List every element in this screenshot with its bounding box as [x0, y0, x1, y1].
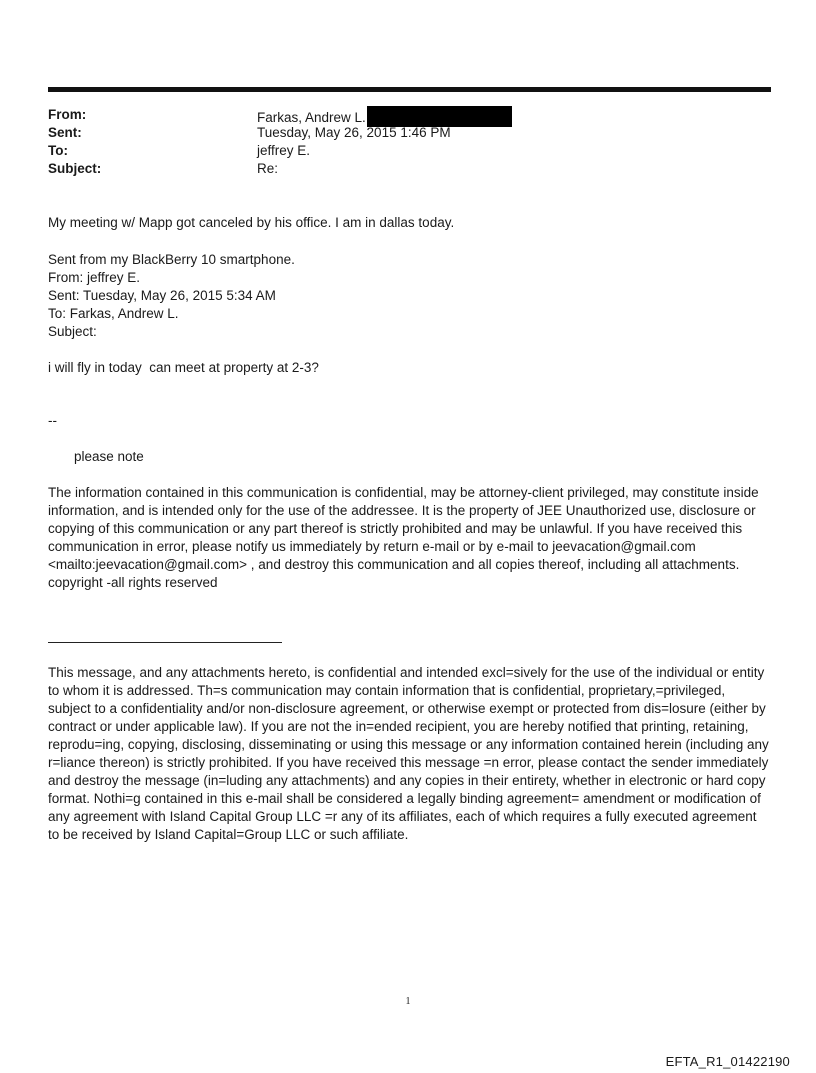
- confidentiality-disclaimer: The information contained in this communication is confidential, may be attorney-client privileged, may constitute inside information, and is intended only for the use of the addressee. It is the property of JEE Unauthorized use, disclosure or copying of this communication or any part thereof is strictly prohibited and may be unlawful. If you have received this communication in error, please notify us immediately by return e-mail or by e-mail to jeevacation@gmail.com <mailto:jeevacation@gmail.com> , and destroy this communication and all copies thereof, including all attachments. copyright -all rights reserved: [48, 485, 763, 590]
- bates-id: EFTA_R1_01422190: [665, 1054, 790, 1069]
- to-label: To:: [48, 143, 68, 158]
- header-rule: [48, 87, 771, 92]
- please-note: please note: [74, 449, 144, 464]
- signature-line: Sent from my BlackBerry 10 smartphone.: [48, 252, 295, 267]
- original-from: From: jeffrey E.: [48, 270, 141, 285]
- original-to: To: Farkas, Andrew L.: [48, 306, 179, 321]
- original-message: i will fly in today can meet at property at 2-3?: [48, 360, 319, 375]
- subject-row: [48, 160, 768, 178]
- reply-text: My meeting w/ Mapp got canceled by his office. I am in dallas today.: [48, 215, 455, 230]
- email-header: [48, 106, 768, 178]
- to-value: jeffrey E.: [257, 143, 311, 158]
- original-sent: Sent: Tuesday, May 26, 2015 5:34 AM: [48, 288, 276, 303]
- from-label: From:: [48, 107, 87, 122]
- disclaimer-divider: [48, 642, 282, 643]
- to-row: [48, 142, 768, 160]
- signature-separator: --: [48, 413, 57, 428]
- sent-row: [48, 124, 768, 142]
- original-subject: Subject:: [48, 324, 97, 339]
- sent-label: Sent:: [48, 125, 82, 140]
- sent-value: Tuesday, May 26, 2015 1:46 PM: [257, 125, 451, 140]
- island-capital-disclaimer: This message, and any attachments hereto, is confidential and intended excl=sively for the use of the individual or entity to whom it is addressed. Th=s communication may contain information that is confidential, proprietary,=privileged, subject to a confidentiality and/or non-disclosure agreement, or otherwise exempt or protected from dis=losure (either by contract or under applicable law). If you are not the in=ended recipient, you are hereby notified that printing, retaining, reprodu=ing, copying, disclosing, disseminating or using this message or any information contained herein (including any r=liance thereon) is strictly prohibited. If you have received this message =n error, please contact the sender immediately and destroy the message (in=luding any attachments) and any copies in their entirety, whether in electronic or hard copy format. Nothi=g contained in this e-mail shall be considered a legally binding agreement= amendment or modification of any agreement with Island Capital Group LLC =r any of its affiliates, each of which requires a fully executed agreement to be received by Island Capital=Group LLC or such affiliate.: [48, 665, 773, 842]
- page-number: 1: [405, 996, 411, 1007]
- from-name: Farkas, Andrew L.: [257, 110, 366, 125]
- subject-label: Subject:: [48, 161, 102, 176]
- from-row: [48, 106, 768, 124]
- subject-value: Re:: [257, 161, 279, 176]
